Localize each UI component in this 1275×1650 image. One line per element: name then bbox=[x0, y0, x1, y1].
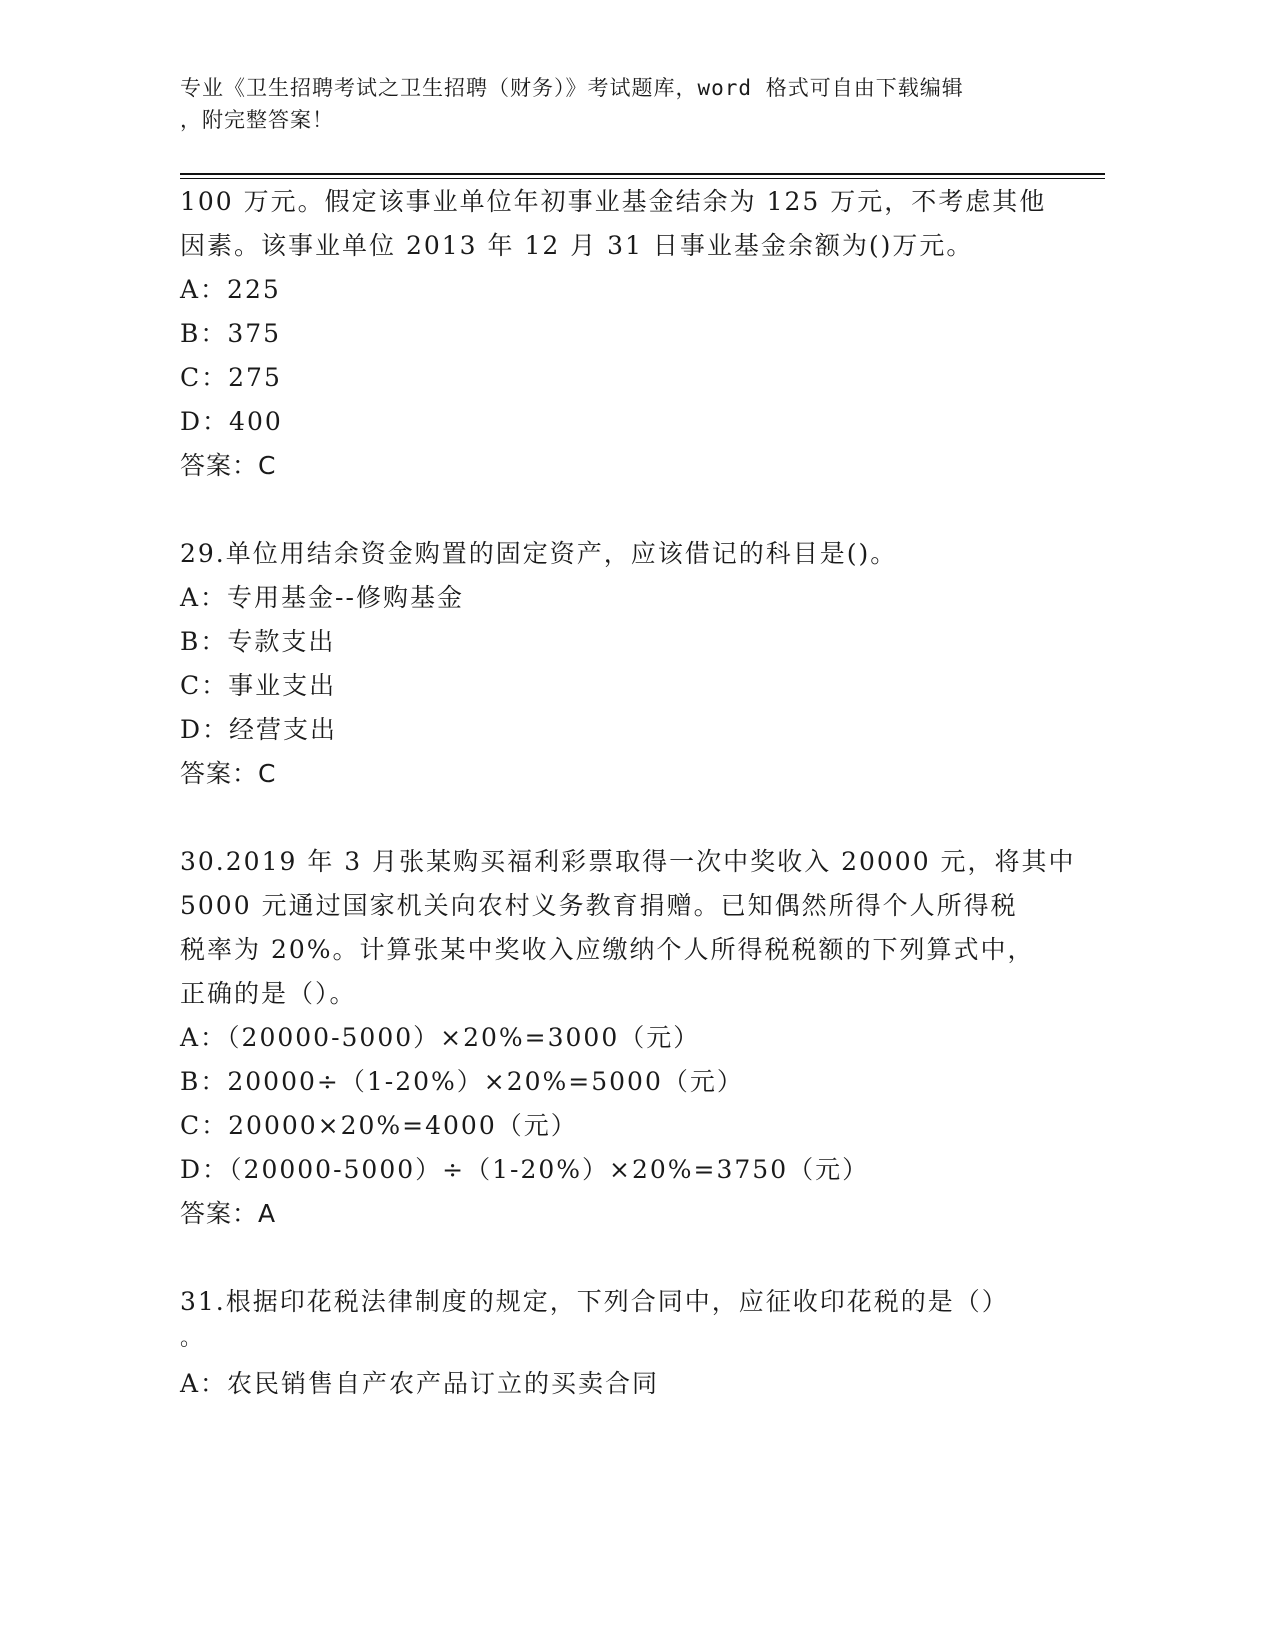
answer-line: 答案：A bbox=[180, 1199, 277, 1228]
question-29 bbox=[180, 532, 1060, 796]
question-text-line: 。 bbox=[180, 1326, 205, 1351]
question-text-line: 100 万元。假定该事业单位年初事业基金结余为 125 万元，不考虑其他 bbox=[180, 187, 1047, 216]
option-a: A：专用基金--修购基金 bbox=[180, 583, 464, 612]
option-a: A：225 bbox=[180, 275, 281, 304]
option-b: B：20000÷（1-20%）×20%=5000（元） bbox=[180, 1067, 744, 1096]
option-c: C：20000×20%=4000（元） bbox=[180, 1111, 578, 1140]
header-line-2: ，附完整答案！ bbox=[180, 108, 334, 132]
question-text-line: 30.2019 年 3 月张某购买福利彩票取得一次中奖收入 20000 元，将其中 bbox=[180, 847, 1076, 876]
option-d: D：（20000-5000）÷（1-20%）×20%=3750（元） bbox=[180, 1155, 870, 1184]
option-b: B：专款支出 bbox=[180, 627, 336, 656]
option-c: C：事业支出 bbox=[180, 671, 337, 700]
question-31 bbox=[180, 1280, 1060, 1406]
option-a: A：农民销售自产农产品订立的买卖合同 bbox=[180, 1369, 660, 1398]
question-28 bbox=[180, 180, 1060, 488]
question-text-line: 正确的是（）。 bbox=[180, 979, 357, 1008]
question-text-line: 31.根据印花税法律制度的规定，下列合同中，应征收印花税的是（） bbox=[180, 1287, 1009, 1316]
question-text-line: 29.单位用结余资金购置的固定资产，应该借记的科目是()。 bbox=[180, 539, 898, 568]
question-text-line: 因素。该事业单位 2013 年 12 月 31 日事业基金余额为()万元。 bbox=[180, 231, 974, 260]
document-header bbox=[180, 72, 1040, 136]
option-c: C：275 bbox=[180, 363, 282, 392]
option-b: B：375 bbox=[180, 319, 282, 348]
answer-line: 答案：C bbox=[180, 451, 277, 480]
question-list bbox=[180, 180, 1076, 1406]
question-text-line: 5000 元通过国家机关向农村义务教育捐赠。已知偶然所得个人所得税 bbox=[180, 891, 1018, 920]
question-30 bbox=[180, 840, 1076, 1236]
answer-line: 答案：C bbox=[180, 759, 277, 788]
header-line-1: 专业《卫生招聘考试之卫生招聘（财务）》考试题库，word 格式可自由下载编辑 bbox=[180, 76, 964, 100]
option-d: D：400 bbox=[180, 407, 283, 436]
header-rule-thin bbox=[180, 178, 1105, 179]
question-text-line: 税率为 20%。计算张某中奖收入应缴纳个人所得税税额的下列算式中， bbox=[180, 935, 1035, 964]
header-rule-thick bbox=[180, 173, 1105, 175]
option-d: D：经营支出 bbox=[180, 715, 338, 744]
option-a: A：（20000-5000）×20%=3000（元） bbox=[180, 1023, 701, 1052]
